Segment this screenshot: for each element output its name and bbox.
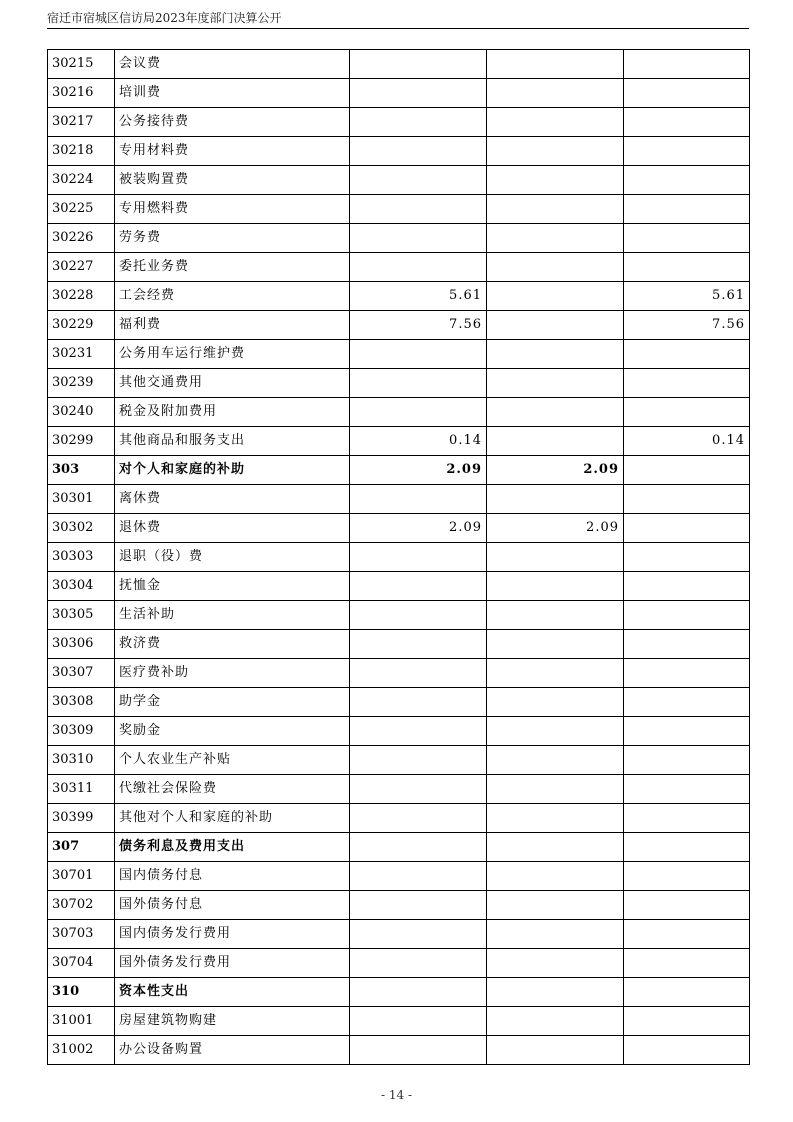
account-code-cell: 30216 [48,79,115,108]
page-number: - 14 - [380,1088,412,1102]
total-amount-cell [350,659,487,688]
table-row [48,920,750,949]
basic-expenditure-cell [487,50,624,79]
basic-expenditure-cell: 2.09 [487,456,624,485]
total-amount-cell [350,833,487,862]
account-name-cell: 被装购置费 [115,166,350,195]
basic-expenditure-cell [487,804,624,833]
basic-expenditure-cell [487,630,624,659]
account-code-cell: 30217 [48,108,115,137]
table-row [48,1007,750,1036]
project-expenditure-cell [624,920,750,949]
table-row [48,1036,750,1065]
account-name-cell: 公务用车运行维护费 [115,340,350,369]
account-name-cell: 个人农业生产补贴 [115,746,350,775]
account-name-cell: 对个人和家庭的补助 [115,456,350,485]
total-amount-cell [350,224,487,253]
account-name-cell: 其他商品和服务支出 [115,427,350,456]
basic-expenditure-cell [487,601,624,630]
table-row [48,804,750,833]
table-row [48,543,750,572]
table-row [48,949,750,978]
account-name-cell: 其他对个人和家庭的补助 [115,804,350,833]
account-code-cell: 30228 [48,282,115,311]
table-row [48,659,750,688]
total-amount-cell [350,253,487,282]
table-row [48,282,750,311]
account-name-cell: 债务利息及费用支出 [115,833,350,862]
basic-expenditure-cell [487,775,624,804]
account-code-cell: 30701 [48,862,115,891]
table-row [48,717,750,746]
account-code-cell: 30309 [48,717,115,746]
basic-expenditure-cell [487,978,624,1007]
account-code-cell: 310 [48,978,115,1007]
table-row [48,601,750,630]
account-code-cell: 30306 [48,630,115,659]
project-expenditure-cell [624,137,750,166]
basic-expenditure-cell [487,369,624,398]
table-row [48,862,750,891]
page-footer [0,1088,793,1102]
account-name-cell: 培训费 [115,79,350,108]
basic-expenditure-cell [487,920,624,949]
page-header [47,10,749,29]
account-code-cell: 30311 [48,775,115,804]
project-expenditure-cell [624,514,750,543]
total-amount-cell [350,369,487,398]
project-expenditure-cell [624,630,750,659]
total-amount-cell [350,50,487,79]
total-amount-cell [350,572,487,601]
basic-expenditure-cell [487,398,624,427]
project-expenditure-cell [624,369,750,398]
project-expenditure-cell [624,804,750,833]
project-expenditure-cell [624,108,750,137]
project-expenditure-cell [624,340,750,369]
table-row [48,398,750,427]
basic-expenditure-cell [487,862,624,891]
document-title: 宿迁市宿城区信访局2023年度部门决算公开 [47,11,282,25]
project-expenditure-cell [624,659,750,688]
total-amount-cell [350,79,487,108]
account-name-cell: 专用燃料费 [115,195,350,224]
account-code-cell: 30304 [48,572,115,601]
account-name-cell: 税金及附加费用 [115,398,350,427]
basic-expenditure-cell [487,340,624,369]
account-code-cell: 30302 [48,514,115,543]
table-body [48,50,750,1065]
project-expenditure-cell [624,688,750,717]
basic-expenditure-cell [487,427,624,456]
table-row [48,630,750,659]
basic-expenditure-cell [487,79,624,108]
total-amount-cell [350,485,487,514]
account-code-cell: 30303 [48,543,115,572]
account-name-cell: 离休费 [115,485,350,514]
table-row [48,485,750,514]
table-row [48,79,750,108]
table-row [48,166,750,195]
project-expenditure-cell [624,224,750,253]
table-row [48,195,750,224]
basic-expenditure-cell [487,891,624,920]
table-row [48,137,750,166]
account-code-cell: 30308 [48,688,115,717]
account-name-cell: 退职（役）费 [115,543,350,572]
account-code-cell: 30703 [48,920,115,949]
account-name-cell: 福利费 [115,311,350,340]
total-amount-cell: 0.14 [350,427,487,456]
total-amount-cell [350,137,487,166]
basic-expenditure-cell [487,717,624,746]
account-code-cell: 31001 [48,1007,115,1036]
basic-expenditure-cell [487,543,624,572]
total-amount-cell [350,804,487,833]
category-row [48,456,750,485]
project-expenditure-cell [624,746,750,775]
account-code-cell: 30215 [48,50,115,79]
account-code-cell: 30218 [48,137,115,166]
account-code-cell: 30239 [48,369,115,398]
account-name-cell: 退休费 [115,514,350,543]
account-name-cell: 奖励金 [115,717,350,746]
total-amount-cell [350,398,487,427]
basic-expenditure-cell [487,282,624,311]
project-expenditure-cell [624,978,750,1007]
table-row [48,746,750,775]
total-amount-cell [350,688,487,717]
project-expenditure-cell: 0.14 [624,427,750,456]
basic-expenditure-cell [487,485,624,514]
account-name-cell: 资本性支出 [115,978,350,1007]
total-amount-cell [350,746,487,775]
project-expenditure-cell [624,543,750,572]
table-row [48,775,750,804]
basic-expenditure-cell: 2.09 [487,514,624,543]
account-code-cell: 307 [48,833,115,862]
table-row [48,50,750,79]
total-amount-cell [350,862,487,891]
basic-expenditure-cell [487,166,624,195]
project-expenditure-cell: 5.61 [624,282,750,311]
total-amount-cell [350,949,487,978]
account-name-cell: 专用材料费 [115,137,350,166]
account-code-cell: 30307 [48,659,115,688]
table-row [48,891,750,920]
account-name-cell: 抚恤金 [115,572,350,601]
table-row [48,224,750,253]
account-name-cell: 工会经费 [115,282,350,311]
table-row [48,514,750,543]
project-expenditure-cell [624,253,750,282]
account-name-cell: 国内债务付息 [115,862,350,891]
account-code-cell: 30399 [48,804,115,833]
basic-expenditure-cell [487,833,624,862]
account-code-cell: 30224 [48,166,115,195]
basic-expenditure-cell [487,659,624,688]
basic-expenditure-cell [487,746,624,775]
table-row [48,427,750,456]
table-row [48,108,750,137]
project-expenditure-cell [624,775,750,804]
account-name-cell: 委托业务费 [115,253,350,282]
table-row [48,340,750,369]
basic-expenditure-cell [487,572,624,601]
project-expenditure-cell [624,50,750,79]
account-code-cell: 30227 [48,253,115,282]
basic-expenditure-cell [487,224,624,253]
account-code-cell: 30240 [48,398,115,427]
total-amount-cell: 2.09 [350,514,487,543]
project-expenditure-cell [624,572,750,601]
basic-expenditure-cell [487,253,624,282]
total-amount-cell [350,543,487,572]
table-row [48,369,750,398]
account-code-cell: 30310 [48,746,115,775]
total-amount-cell [350,630,487,659]
expenditure-table [47,49,750,1065]
account-name-cell: 会议费 [115,50,350,79]
account-name-cell: 办公设备购置 [115,1036,350,1065]
total-amount-cell: 2.09 [350,456,487,485]
basic-expenditure-cell [487,195,624,224]
account-name-cell: 国外债务发行费用 [115,949,350,978]
total-amount-cell [350,717,487,746]
basic-expenditure-cell [487,311,624,340]
account-code-cell: 30226 [48,224,115,253]
total-amount-cell [350,166,487,195]
project-expenditure-cell [624,166,750,195]
total-amount-cell [350,195,487,224]
category-row [48,978,750,1007]
account-name-cell: 房屋建筑物购建 [115,1007,350,1036]
account-name-cell: 救济费 [115,630,350,659]
project-expenditure-cell [624,891,750,920]
basic-expenditure-cell [487,137,624,166]
account-name-cell: 其他交通费用 [115,369,350,398]
account-name-cell: 公务接待费 [115,108,350,137]
table-row [48,311,750,340]
account-name-cell: 生活补助 [115,601,350,630]
total-amount-cell [350,978,487,1007]
account-name-cell: 国外债务付息 [115,891,350,920]
project-expenditure-cell [624,833,750,862]
basic-expenditure-cell [487,108,624,137]
account-code-cell: 30704 [48,949,115,978]
total-amount-cell [350,108,487,137]
total-amount-cell: 7.56 [350,311,487,340]
account-code-cell: 30702 [48,891,115,920]
table-row [48,688,750,717]
total-amount-cell [350,601,487,630]
account-name-cell: 助学金 [115,688,350,717]
total-amount-cell [350,920,487,949]
account-code-cell: 31002 [48,1036,115,1065]
basic-expenditure-cell [487,1007,624,1036]
project-expenditure-cell [624,485,750,514]
total-amount-cell [350,1007,487,1036]
basic-expenditure-cell [487,688,624,717]
total-amount-cell [350,340,487,369]
account-name-cell: 劳务费 [115,224,350,253]
basic-expenditure-cell [487,949,624,978]
project-expenditure-cell [624,601,750,630]
project-expenditure-cell [624,456,750,485]
total-amount-cell [350,775,487,804]
project-expenditure-cell [624,1007,750,1036]
basic-expenditure-cell [487,1036,624,1065]
account-name-cell: 代缴社会保险费 [115,775,350,804]
project-expenditure-cell [624,862,750,891]
account-code-cell: 30231 [48,340,115,369]
account-code-cell: 30225 [48,195,115,224]
account-code-cell: 303 [48,456,115,485]
project-expenditure-cell [624,949,750,978]
account-code-cell: 30229 [48,311,115,340]
total-amount-cell: 5.61 [350,282,487,311]
account-name-cell: 医疗费补助 [115,659,350,688]
project-expenditure-cell [624,1036,750,1065]
account-code-cell: 30299 [48,427,115,456]
account-code-cell: 30301 [48,485,115,514]
project-expenditure-cell [624,717,750,746]
account-name-cell: 国内债务发行费用 [115,920,350,949]
total-amount-cell [350,1036,487,1065]
project-expenditure-cell [624,195,750,224]
project-expenditure-cell: 7.56 [624,311,750,340]
project-expenditure-cell [624,79,750,108]
category-row [48,833,750,862]
table-row [48,253,750,282]
project-expenditure-cell [624,398,750,427]
table-row [48,572,750,601]
total-amount-cell [350,891,487,920]
account-code-cell: 30305 [48,601,115,630]
